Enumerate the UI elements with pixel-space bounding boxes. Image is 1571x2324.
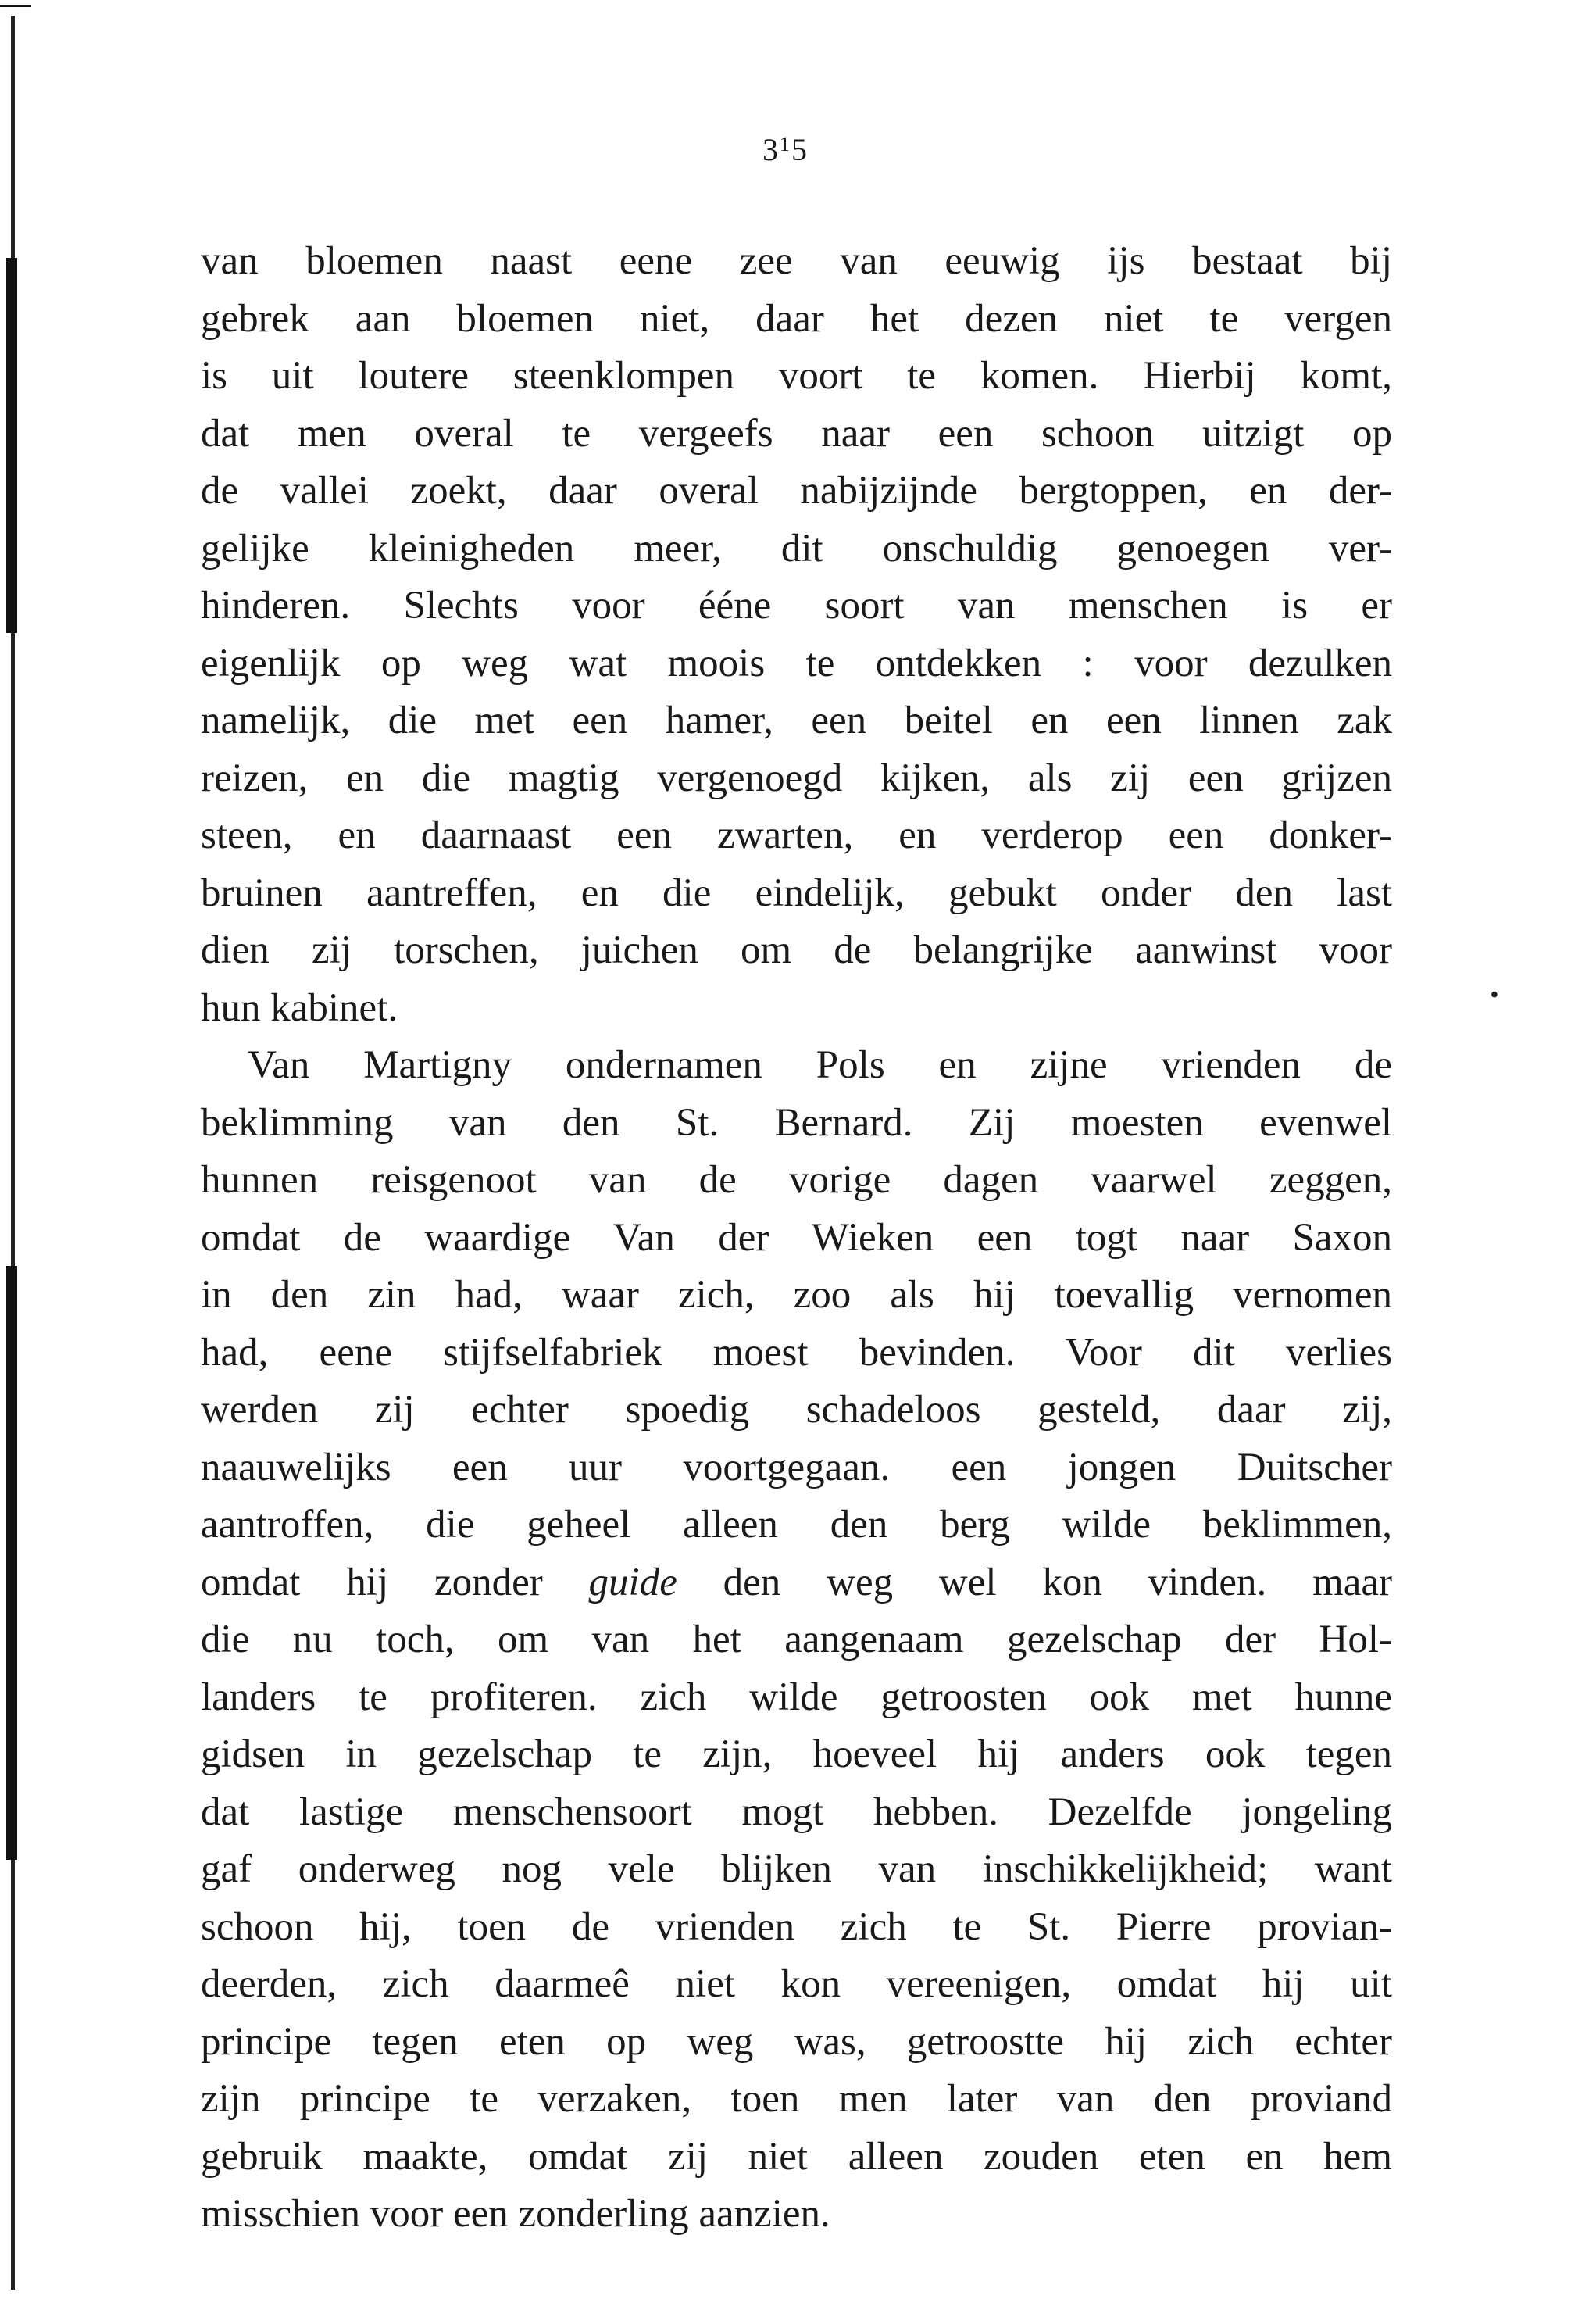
text-line: werden zij echter spoedig schadeloos gesteld, daar zij, xyxy=(201,1388,1392,1432)
text-line: dien zij torschen, juichen om de belangrijke aanwinst voor xyxy=(201,928,1392,972)
italic-word-guide: guide xyxy=(588,1560,677,1604)
text-line: gelijke kleinigheden meer, dit onschuldig genoegen ver- xyxy=(201,526,1392,570)
text-segment: den weg wel kon vinden. maar xyxy=(677,1560,1392,1604)
page-number-sup: 1 xyxy=(780,133,791,156)
text-line: had, eene stijfselfabriek moest bevinden. Voor dit verlies xyxy=(201,1330,1392,1375)
text-line: deerden, zich daarmeê niet kon vereenigen, omdat hij uit xyxy=(201,1962,1392,2006)
body-text xyxy=(201,233,1392,2244)
text-line: gebrek aan bloemen niet, daar het dezen niet te vergen xyxy=(201,296,1392,341)
page-number-lead: 3 xyxy=(762,132,780,167)
text-line: eigenlijk op weg wat moois te ontdekken : voor dezulken xyxy=(201,641,1392,685)
text-line: omdat de waardige Van der Wieken een togt naar Saxon xyxy=(201,1215,1392,1260)
text-line: hinderen. Slechts voor ééne soort van menschen is er xyxy=(201,584,1392,627)
text-line: is uit loutere steenklompen voort te komen. Hierbij komt, xyxy=(201,354,1392,398)
text-line: bruinen aantreffen, en die eindelijk, gebukt onder den last xyxy=(201,871,1392,915)
text-line: de vallei zoekt, daar overal nabijzijnde bergtoppen, en der- xyxy=(201,469,1392,513)
binding-top-rule xyxy=(0,5,31,7)
page-number xyxy=(0,131,1571,168)
text-line: dat men overal te vergeefs naar een schoon uitzigt op xyxy=(201,411,1392,456)
binding-shadow-lower xyxy=(6,1266,17,1860)
text-line: in den zin had, waar zich, zoo als hij toevallig vernomen xyxy=(201,1273,1392,1317)
margin-mark: • xyxy=(1491,983,1498,1007)
binding-edge xyxy=(0,0,31,2324)
text-line: dat lastige menschensoort mogt hebben. Dezelfde jongeling xyxy=(201,1789,1392,1834)
text-line: hunnen reisgenoot van de vorige dagen vaarwel zeggen, xyxy=(201,1158,1392,1202)
text-line: schoon hij, toen de vrienden zich te St. Pierre provian- xyxy=(201,1904,1392,1949)
text-line: van bloemen naast eene zee van eeuwig ijs bestaat bij xyxy=(201,239,1392,283)
text-line: reizen, en die magtig vergenoegd kijken, als zij een grijzen xyxy=(201,756,1392,800)
text-line: beklimming van den St. Bernard. Zij moesten evenwel xyxy=(201,1100,1392,1145)
text-line: landers te profiteren. zich wilde getroosten ook met hunne xyxy=(201,1675,1392,1719)
text-line: Van Martigny ondernamen Pols en zijne vrienden de xyxy=(248,1043,1392,1087)
text-line: steen, en daarnaast een zwarten, en verderop een donker- xyxy=(201,813,1392,857)
text-line: principe tegen eten op weg was, getroostte hij zich echter xyxy=(201,2019,1392,2064)
text-line-with-italic xyxy=(201,1554,1392,1612)
text-segment: omdat hij zonder xyxy=(201,1560,589,1604)
text-line: misschien voor een zonderling aanzien. xyxy=(201,2192,830,2236)
paragraph-1 xyxy=(201,233,1392,1037)
text-line: gebruik maakte, omdat zij niet alleen zouden eten en hem xyxy=(201,2134,1392,2179)
page-number-tail: 5 xyxy=(791,132,809,167)
text-line: die nu toch, om van het aangenaam gezelschap der Hol- xyxy=(201,1618,1392,1661)
binding-shadow-upper xyxy=(6,258,17,633)
text-line: gaf onderweg nog vele blijken van inschikkelijkheid; want xyxy=(201,1847,1392,1891)
text-line: namelijk, die met een hamer, een beitel en een linnen zak xyxy=(201,699,1392,742)
text-line: naauwelijks een uur voortgegaan. een jongen Duitscher xyxy=(201,1445,1392,1489)
paragraph-2 xyxy=(201,1037,1392,2244)
text-line: aantroffen, die geheel alleen den berg wilde beklimmen, xyxy=(201,1503,1392,1546)
text-line: zijn principe te verzaken, toen men later van den proviand xyxy=(201,2077,1392,2121)
text-line: hun kabinet. xyxy=(201,985,398,1030)
text-line: gidsen in gezelschap te zijn, hoeveel hij anders ook tegen xyxy=(201,1732,1392,1776)
